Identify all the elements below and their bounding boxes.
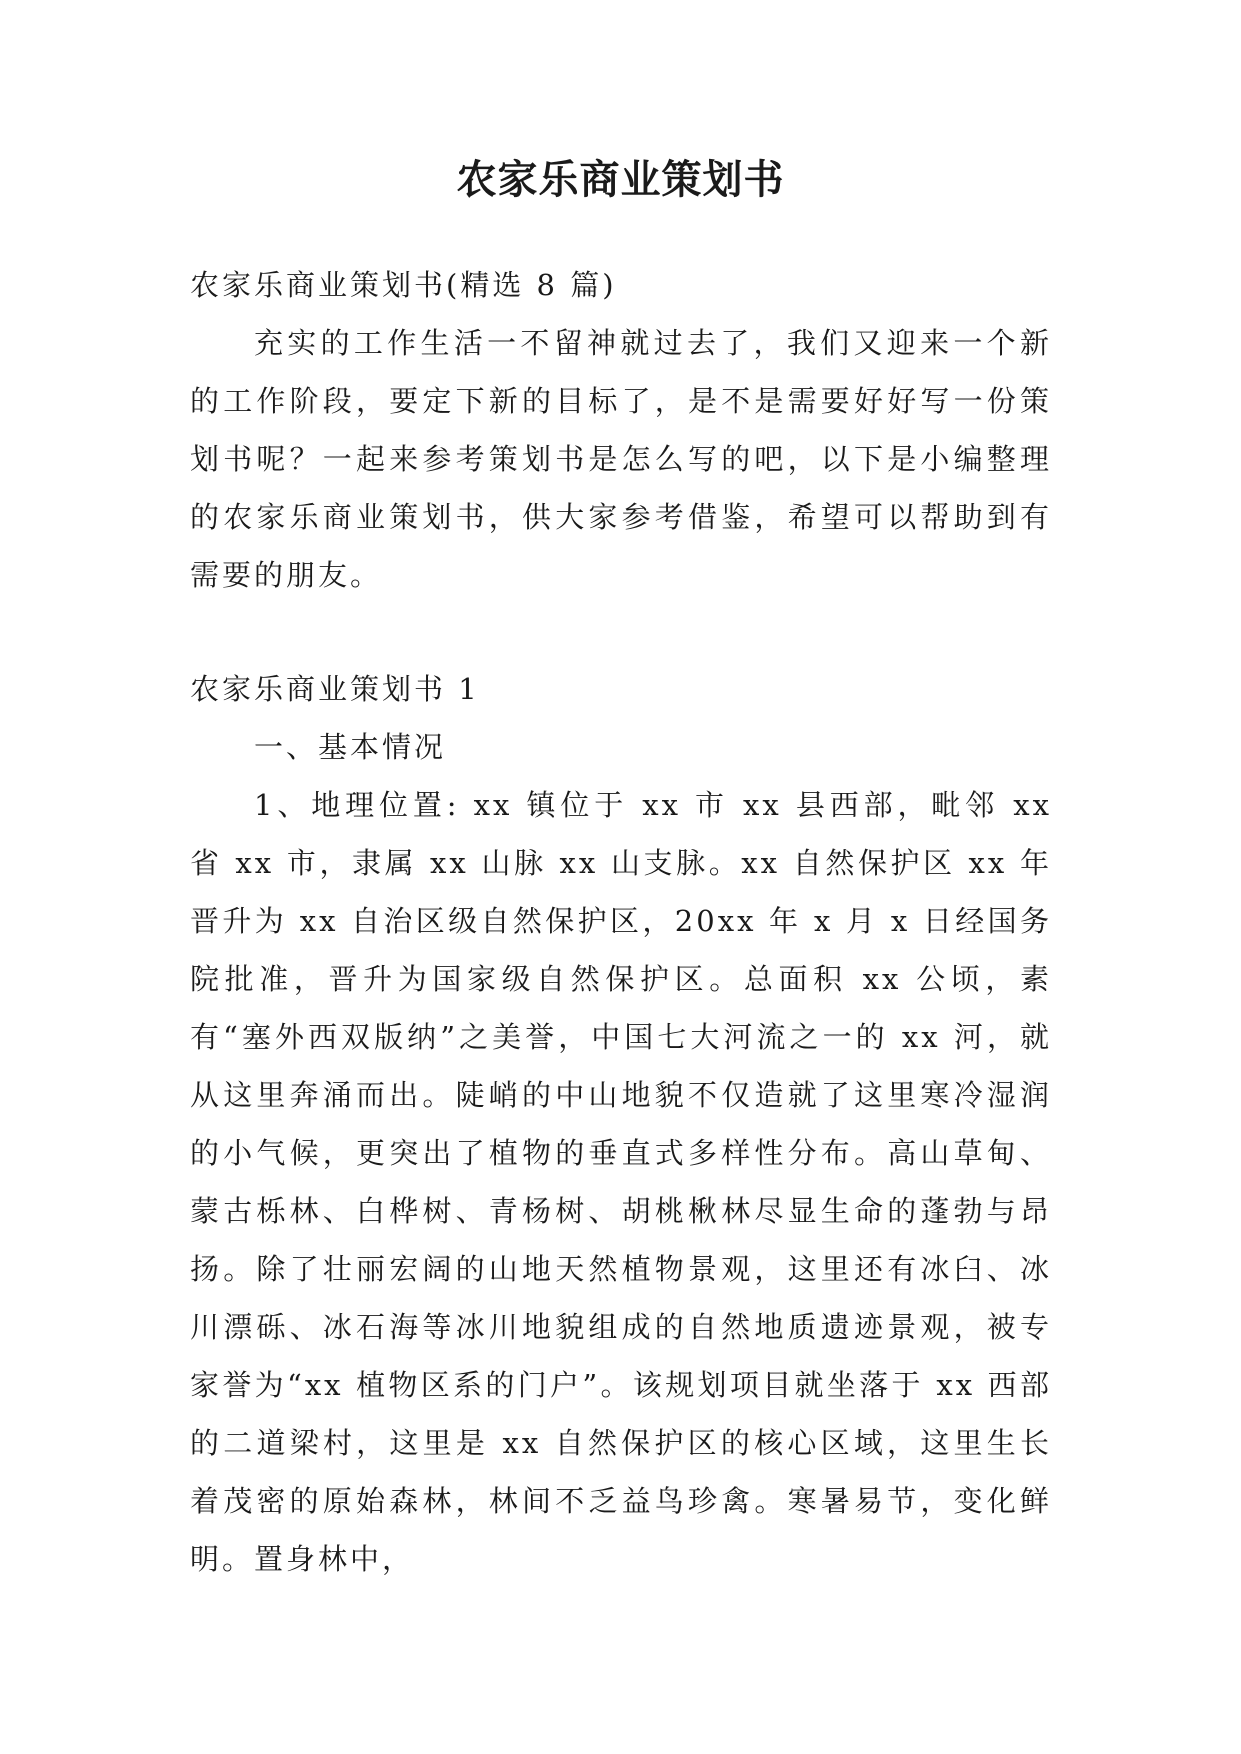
intro-paragraph: 充实的工作生活一不留神就过去了，我们又迎来一个新的工作阶段，要定下新的目标了，是不是需要好好写一份策划书呢？一起来参考策划书是怎么写的吧，以下是小编整理的农家乐商业策划书，供大家参考借鉴，希望可以帮助到有需要的朋友。 [190,326,1052,592]
document-title: 农家乐商业策划书 [456,156,785,203]
body-paragraph: 1、地理位置: xx 镇位于 xx 市 xx 县西部，毗邻 xx 省 xx 市，隶属 xx 山脉 xx 山支脉。xx 自然保护区 xx 年晋升为 xx 自治区级自然保护区，20xx 年 x 月 x 日经国务院批准，晋升为国家级自然保护区。总面积 xx 公顷，素有“塞外西双版纳”之美誉，中国七大河流之一的 xx 河，就从这里奔涌而出。陡峭的中山地貌不仅造就了这里寒冷湿润的小气候，更突出了植物的垂直式多样性分布。高山草甸、蒙古栎林、白桦树、青杨树、胡桃楸林尽显生命的蓬勃与昂扬。除了壮丽宏阔的山地天然植物景观，这里还有冰臼、冰川漂砾、冰石海等冰川地貌组成的自然地质遗迹景观，被专家誉为“xx 植物区系的门户”。该规划项目就坐落于 xx 西部的二道梁村，这里是 xx 自然保护区的核心区域，这里生长着茂密的原始森林，林间不乏益鸟珍禽。寒暑易节，变化鲜明。置身林中， [190,788,1052,1576]
section-title: 农家乐商业策划书 1 [190,672,480,706]
document-body [190,256,1052,1588]
section-heading: 一、基本情况 [254,730,447,764]
document-subtitle: 农家乐商业策划书(精选 8 篇) [190,268,617,302]
